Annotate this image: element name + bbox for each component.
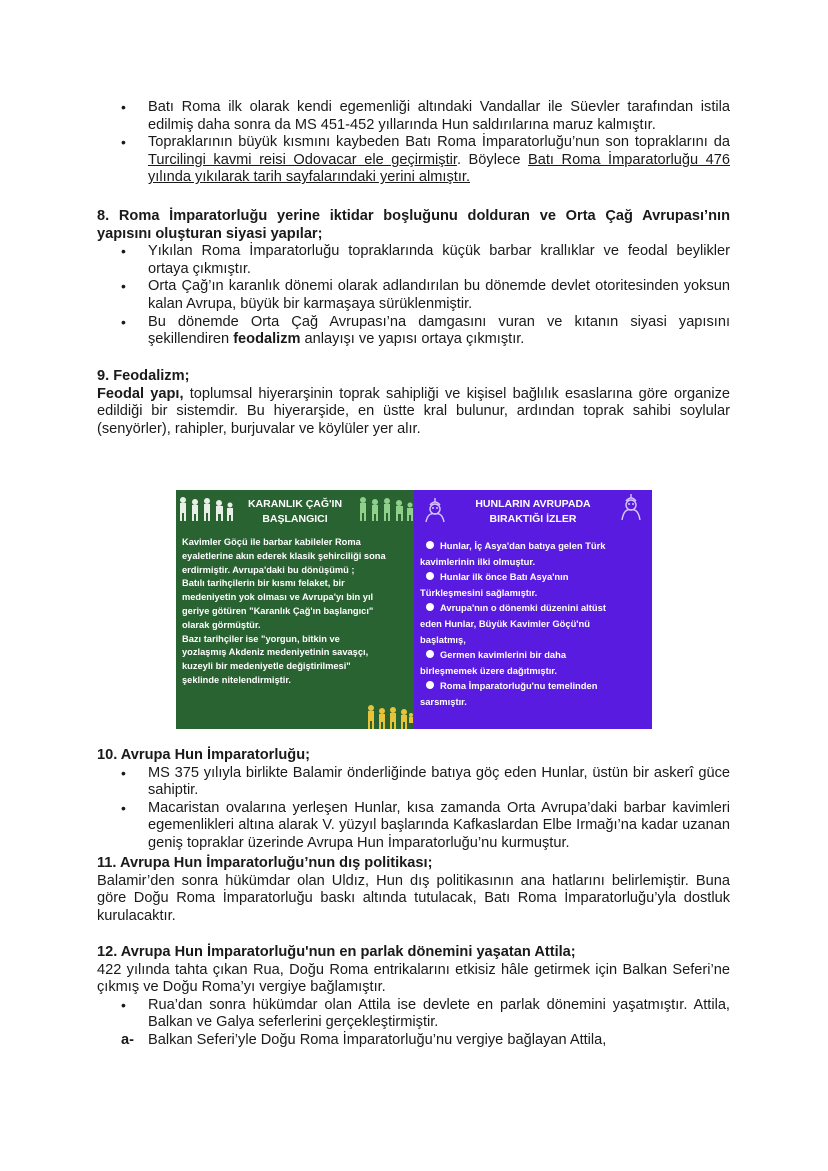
huns-legacy-title xyxy=(414,497,652,527)
migrating-people-icon xyxy=(366,704,414,729)
title-line: KARANLIK ÇAĞ'IN xyxy=(247,498,343,510)
text-line: olarak görmüştür. xyxy=(182,619,261,630)
infographic xyxy=(176,490,652,729)
huns-legacy-list xyxy=(420,538,648,710)
text-line: Kavimler Göçü ile barbar kabileler Roma xyxy=(182,537,361,547)
text-line: Batılı tarihçilerin bir kısmı felaket, bir xyxy=(182,578,345,589)
dark-age-panel xyxy=(176,490,414,729)
underlined-text: Turcilingi kavmi reisi Odovacar ele geçirmiştir xyxy=(148,151,457,168)
section12 xyxy=(97,944,730,1050)
item-text: birleşmemek üzere dağıtmıştır. xyxy=(420,664,558,676)
list-item xyxy=(97,800,730,853)
item-text: Hunlar, İç Asya'dan batıya gelen Türk xyxy=(440,540,606,551)
section10-heading: 10. Avrupa Hun İmparatorluğu; xyxy=(97,747,310,763)
list-item xyxy=(420,600,648,616)
bullet-text: . Böylece xyxy=(456,151,529,168)
bullet-text: anlayışı ve yapısı ortaya çıkmıştır. xyxy=(300,331,525,348)
list-item xyxy=(97,134,730,187)
list-item xyxy=(420,538,648,554)
dark-age-title xyxy=(176,497,414,527)
item-text: Avrupa'nın o dönemki düzenini altüst xyxy=(440,602,606,614)
title-line: BAŞLANGICI xyxy=(262,513,328,525)
title-line: BIRAKTIĞI İZLER xyxy=(489,513,577,525)
bullet-dot-icon xyxy=(426,650,434,658)
bullet-text: Orta Çağ’ın karanlık dönemi olarak adlandırılan bu dönemde devlet otoritesinden yoksun kalan Avrupa, büyük bir karmaşaya sürüklenmiştir. xyxy=(148,278,730,312)
item-text: Hunlar ilk önce Batı Asya'nın xyxy=(440,571,569,583)
bullet-text: Balkan Seferi’yle Doğu Roma İmparatorluğu’nu vergiye bağlayan Attila, xyxy=(148,1031,607,1048)
text-line: yozlaşmış Akdeniz medeniyetinin savaşçı, xyxy=(182,647,369,658)
item-text: sarsmıştır. xyxy=(420,695,467,707)
dark-age-text xyxy=(182,536,410,688)
item-text: eden Hunlar, Büyük Kavimler Göçü'nü xyxy=(420,617,590,629)
list-item xyxy=(97,314,730,349)
list-item xyxy=(97,243,730,278)
text-line: geriye götüren "Karanlık Çağ'ın başlangıcı" xyxy=(182,605,374,616)
section8 xyxy=(97,208,730,349)
section12-heading: 12. Avrupa Hun İmparatorluğu'nun en parlak dönemini yaşatan Attila; xyxy=(97,944,576,960)
list-item xyxy=(97,278,730,313)
item-text: Roma İmparatorluğu'nu temelinden xyxy=(440,680,598,692)
bullet-dot-icon xyxy=(426,541,434,549)
bullet-text: Yıkılan Roma İmparatorluğu topraklarında küçük barbar krallıklar ve feodal beylikler ortaya çıkmıştır. xyxy=(148,243,730,277)
text-line: kuzeyli bir medeniyetle değiştirilmesi" xyxy=(182,661,351,672)
title-line: HUNLARIN AVRUPADA xyxy=(475,498,591,510)
text-line: erdirmiştir. Avrupa'daki bu dönüşümü ; xyxy=(182,564,355,575)
list-marker: a- xyxy=(121,1031,134,1048)
list-item-alpha xyxy=(97,1032,730,1050)
list-item xyxy=(420,647,648,663)
text-line: Bazı tarihçiler ise "yorgun, bitkin ve xyxy=(182,633,340,644)
item-text: Türkleşmesini sağlamıştır. xyxy=(420,586,538,598)
bullet-dot-icon xyxy=(426,681,434,689)
list-item xyxy=(420,569,648,585)
item-text: Germen kavimlerini bir daha xyxy=(440,649,567,661)
section11 xyxy=(97,855,730,925)
section7-bullets xyxy=(97,99,730,187)
bullet-text: Batı Roma ilk olarak kendi egemenliği altındaki Vandallar ile Süevler tarafından istila edilmiş daha sonra da MS 451-452 yıllarında Hun saldırılarına maruz kalmıştır. xyxy=(148,99,730,133)
section8-heading: 8. Roma İmparatorluğu yerine iktidar boşluğunu dolduran ve Orta Çağ Avrupası’nın yapısını oluşturan siyasi yapılar; xyxy=(97,208,730,242)
section11-heading: 11. Avrupa Hun İmparatorluğu’nun dış politikası; xyxy=(97,855,433,871)
bullet-text: MS 375 yılıyla birlikte Balamir önderliğinde batıya göç eden Hunlar, üstün bir askerî güce sahiptir. xyxy=(148,764,730,799)
list-item xyxy=(97,99,730,134)
huns-legacy-panel xyxy=(414,490,652,729)
text-line: şeklinde nitelendirmiştir. xyxy=(182,674,292,685)
section11-paragraph: Balamir’den sonra hükümdar olan Uldız, Hun dış politikasının ana hatlarını belirlemiştir. Buna göre Doğu Roma İmparatorluğu baskı altında tutulacak, Batı Roma İmparatorluğu’yla dostluk kurulacaktır. xyxy=(97,872,730,924)
item-text: kavimlerinin ilki olmuştur. xyxy=(420,555,536,567)
underlined-text: Batı Roma İmparatorluğu 476 yılında yıkılarak tarih sayfalarındaki yerini almıştır. xyxy=(148,151,730,186)
section9-paragraph xyxy=(97,386,730,439)
list-item xyxy=(97,997,730,1032)
bullet-dot-icon xyxy=(426,572,434,580)
bold-term: feodalizm xyxy=(233,331,301,348)
bullet-dot-icon xyxy=(426,603,434,611)
bullet-text: Bu dönemde Orta Çağ Avrupası’na damgasını vuran ve kıtanın siyasi yapısını şekillendiren xyxy=(148,313,730,348)
list-item xyxy=(97,765,730,800)
text-line: eyaletlerine akın ederek klasik şehirciliği sona xyxy=(182,550,386,561)
list-item xyxy=(420,678,648,694)
bullet-text: Topraklarının büyük kısmını kaybeden Batı Roma İmparatorluğu’nun son topraklarını da xyxy=(148,134,730,151)
paragraph-text: toplumsal hiyerarşinin toprak sahipliği ve kişisel bağlılık esaslarına göre organize edildiği bir sistemdir. Bu hiyerarşide, en üstte kral bulunur, ardından toprak sahibi soylular (senyörler), rahipler, burjuvalar ve köylüler yer alır. xyxy=(97,385,731,437)
section9-heading: 9. Feodalizm; xyxy=(97,368,190,384)
section10 xyxy=(97,747,730,853)
section9 xyxy=(97,368,730,438)
section12-paragraph: 422 yılında tahta çıkan Rua, Doğu Roma entrikalarını etkisiz hâle getirmek için Balkan Seferi’ne çıkmış ve Doğu Roma’yı vergiye bağlamıştır. xyxy=(97,961,730,996)
bullet-text: Macaristan ovalarına yerleşen Hunlar, kısa zamanda Orta Avrupa’daki barbar kavimleri egemenlikleri altına alarak V. yüzyıl başlarında Kafkaslardan Elbe Irmağı’na kadar uzanan geniş topraklar üzerinde Avrupa Hun İmparatorluğu’nu kurmuştur. xyxy=(148,799,730,851)
bold-term: Feodal yapı, xyxy=(97,385,184,402)
bullet-text: Rua’dan sonra hükümdar olan Attila ise devlete en parlak dönemini yaşatmıştır. Attila, Balkan ve Galya seferlerini gerçekleştirmiştir. xyxy=(148,996,730,1031)
text-line: medeniyetin yok olması ve Avrupa'yı bin yıl xyxy=(182,592,374,603)
item-text: başlatmış, xyxy=(420,633,466,645)
